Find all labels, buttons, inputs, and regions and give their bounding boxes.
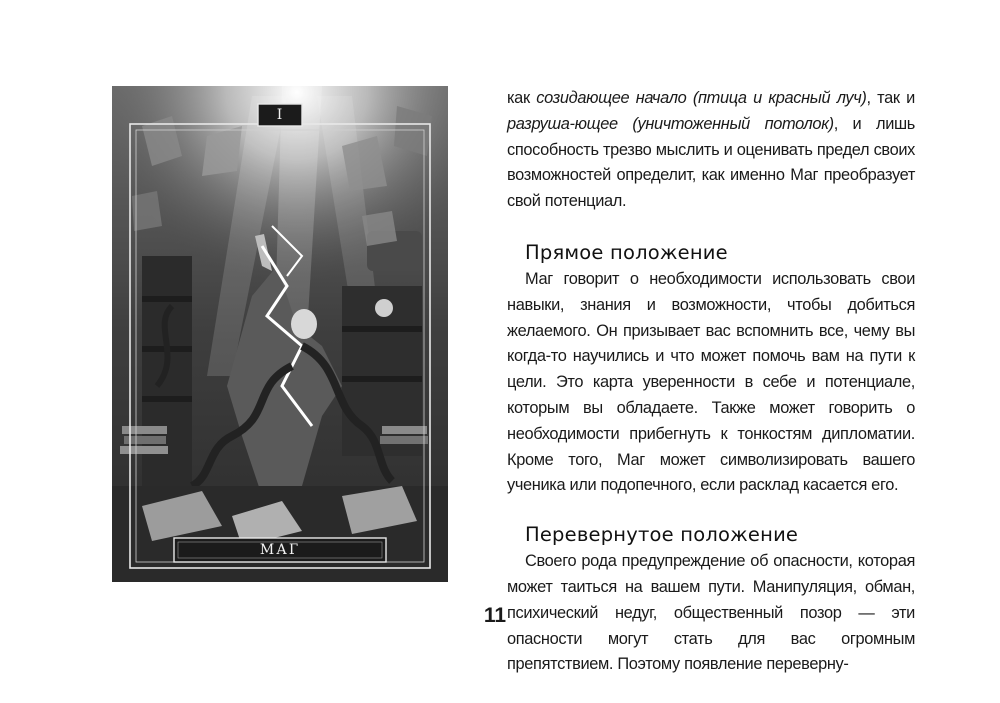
intro-text-2: , так и	[866, 89, 915, 107]
text-column	[507, 86, 915, 678]
reversed-heading: Перевернутое положение	[525, 523, 799, 547]
intro-text-1: как	[507, 89, 537, 107]
upright-paragraph: Маг говорит о необходимости использовать свои навыки, знания и возможности, чтобы добиться желаемого. Он призывает вас вспомнить все, чему вы когда-то научились и что может помочь вам на пути к цели. Это карта уверенности в себе и потенциале, которым вы обладаете. Также может говорить о необходимости прибегнуть к тонкостям дипломатии. Кроме того, Маг может символизировать вашего ученика или подопечного, если расклад касается его.	[507, 269, 915, 495]
card-name: МАГ	[259, 542, 301, 558]
intro-emphasis-2: разруша-	[507, 114, 575, 133]
page-number: 11	[483, 604, 507, 627]
intro-emphasis-3: ющее (уничтоженный потолок)	[574, 114, 834, 133]
intro-emphasis-1: созидающее начало (птица и красный луч)	[536, 89, 867, 107]
reversed-paragraph: Своего рода предупреждение об опасности, которая может таиться на вашем пути. Манипуляция, обман, психический недуг, общественный позор — эти опасности могут стать для вас огромным препятствием. Поэтому появление переверну-	[507, 552, 915, 674]
card-illustration	[112, 86, 448, 582]
card-numeral: I	[276, 107, 284, 123]
tarot-card-magician	[112, 86, 448, 582]
upright-heading: Прямое положение	[525, 240, 728, 264]
intro-paragraph	[507, 86, 915, 215]
intro-text-3: , и лишь способность трезво мыслить и оценивать предел своих возможностей определит, как именно Маг преобразует свой потенциал.	[507, 114, 915, 211]
